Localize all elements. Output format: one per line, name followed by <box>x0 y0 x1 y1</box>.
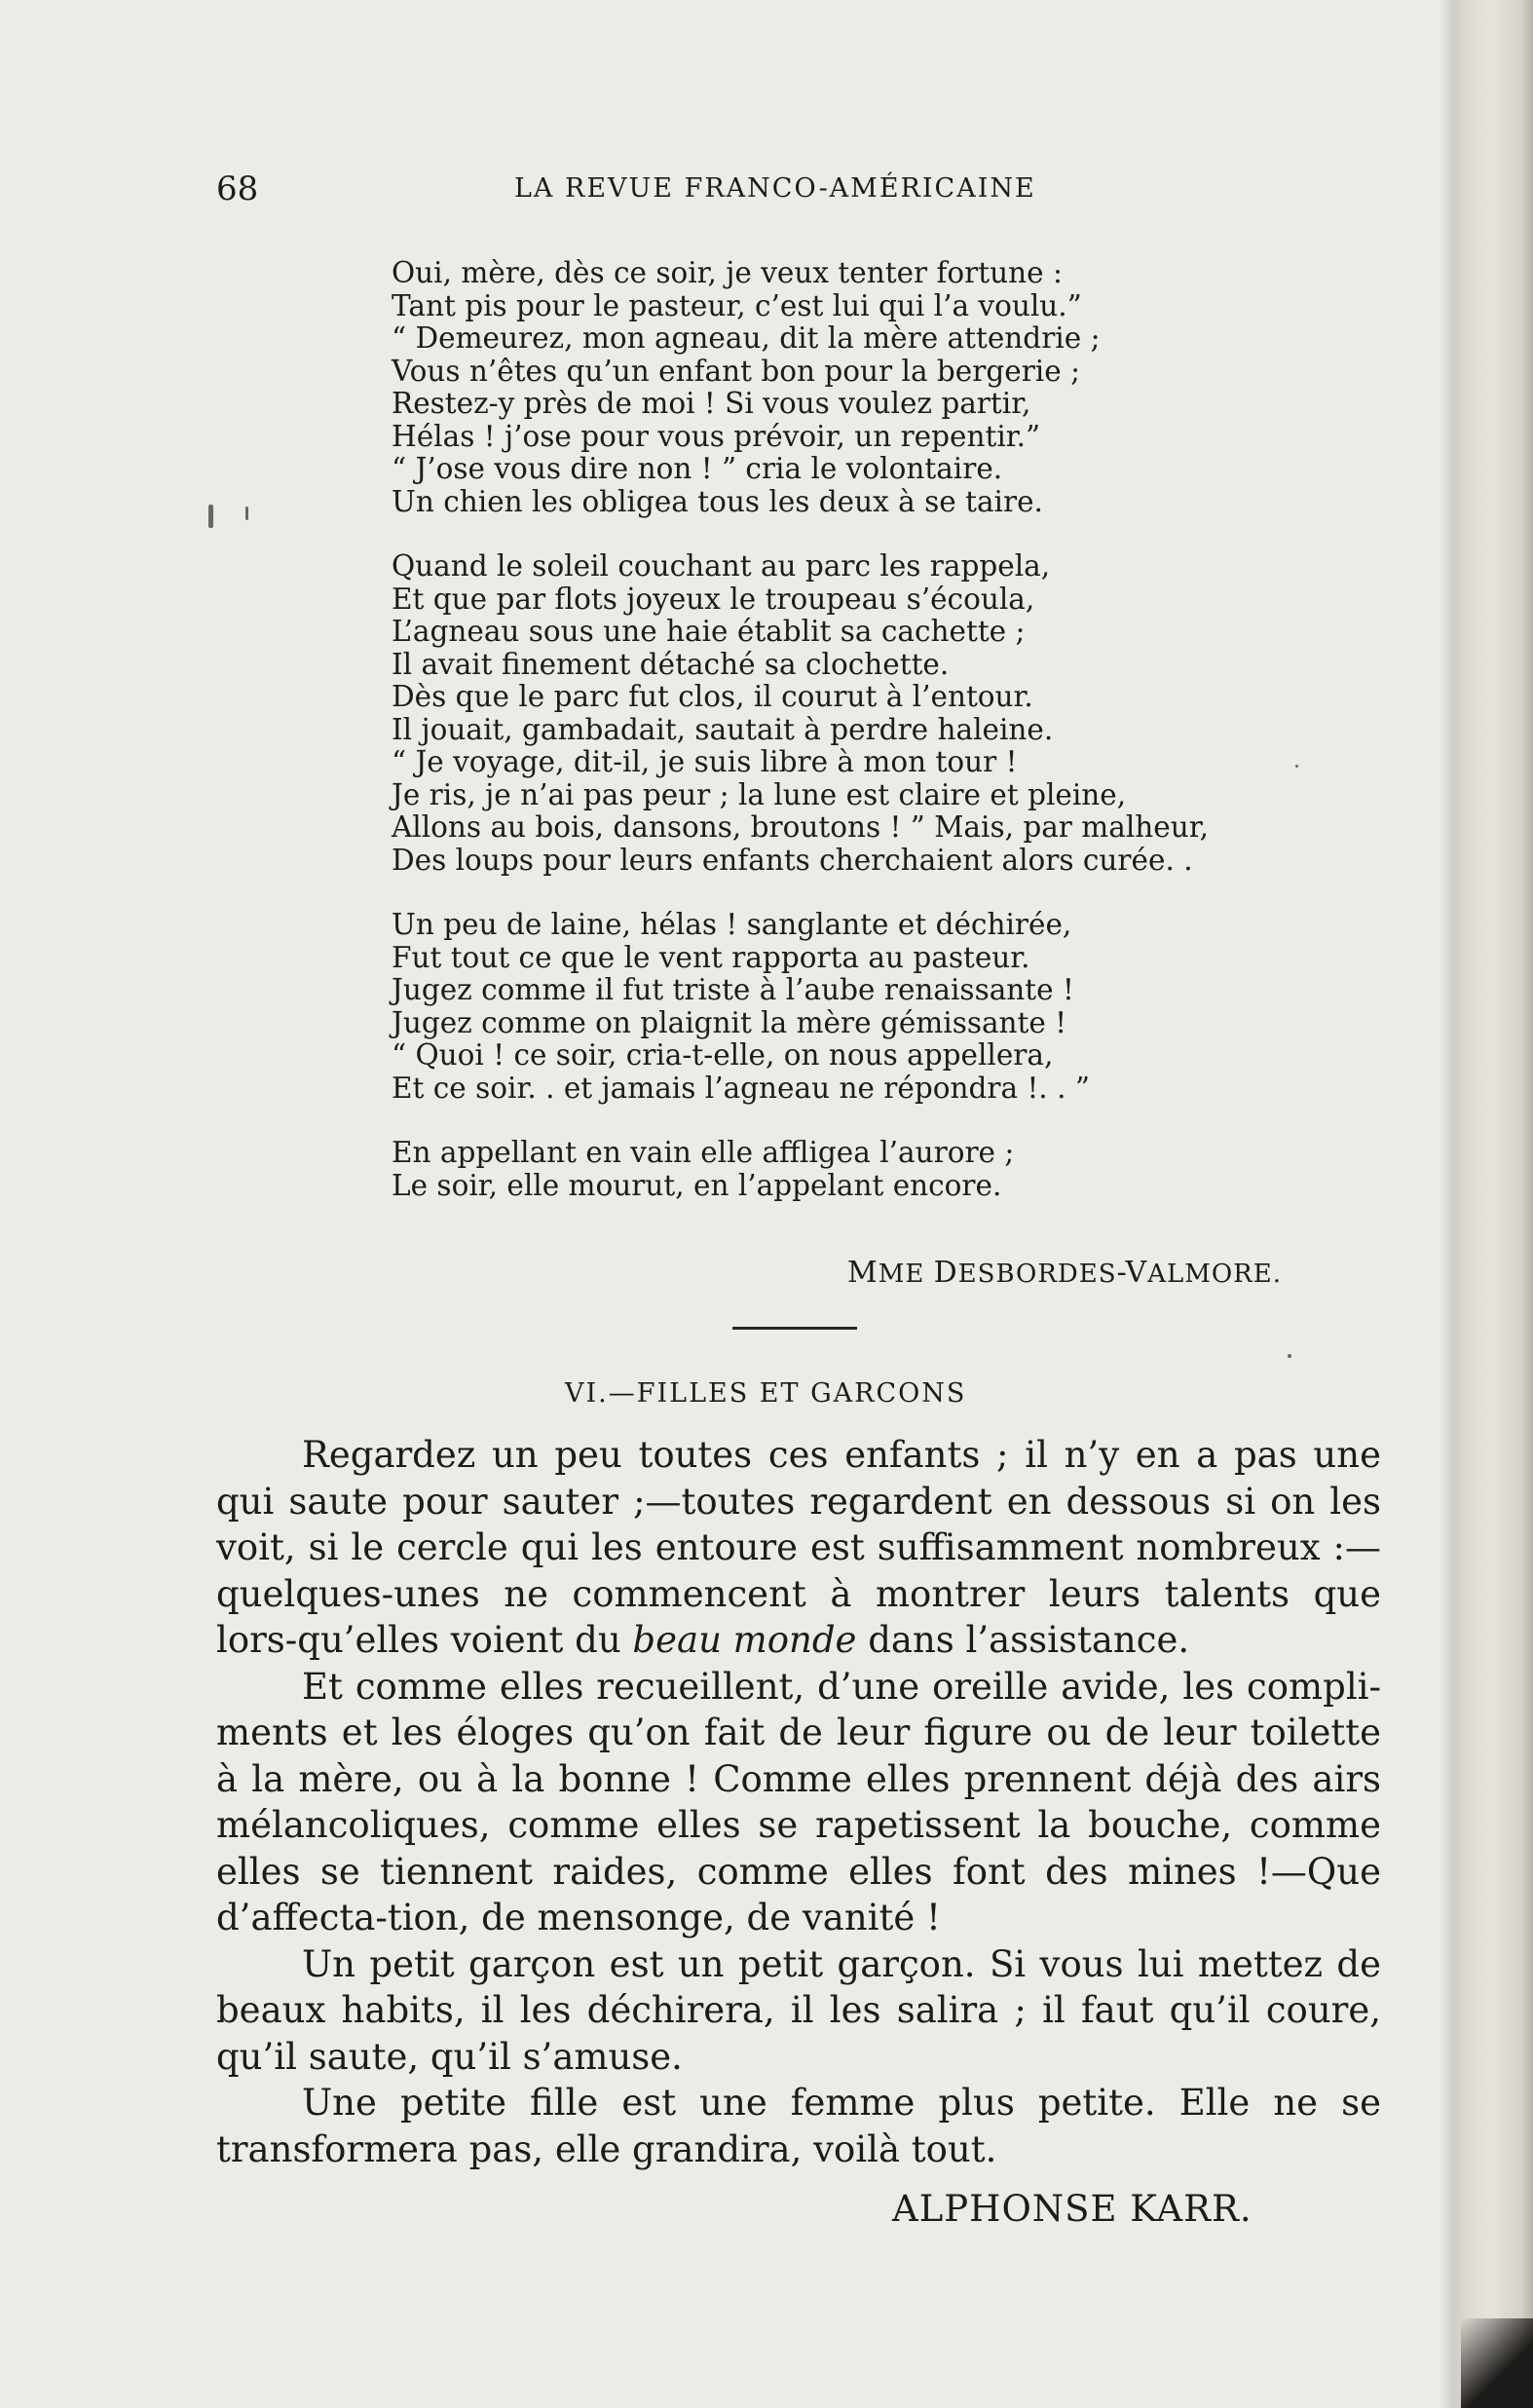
poem-line: Allons au bois, dansons, broutons ! ” Mais, par malheur, <box>392 810 1209 844</box>
margin-mark <box>245 507 248 520</box>
italic-phrase: beau monde <box>632 1619 857 1661</box>
poem-line: Et ce soir. . et jamais l’agneau ne répondra !. . ” <box>392 1071 1090 1105</box>
margin-mark <box>208 505 213 528</box>
poem-line: Fut tout ce que le vent rapporta au pasteur. <box>392 940 1030 974</box>
poem-line: Dès que le parc fut clos, il courut à l’entour. <box>392 680 1033 713</box>
poem-line: Restez-y près de moi ! Si vous voulez partir, <box>392 387 1031 420</box>
running-head: LA REVUE FRANCO-AMÉRICAINE <box>514 173 1036 204</box>
paragraph: Une petite fille est une femme plus petite. Elle ne se transformera pas, elle grandira, voilà tout. <box>216 2082 1381 2170</box>
poem-stanza <box>392 1137 1268 1202</box>
poem-line: Oui, mère, dès ce soir, je veux tenter fortune : <box>392 256 1063 289</box>
poem-line: Il avait finement détaché sa clochette. <box>392 647 950 681</box>
poem-author <box>847 1256 1282 1290</box>
section-divider <box>732 1327 857 1330</box>
page-number: 68 <box>216 169 259 208</box>
poem-line: Et que par flots joyeux le troupeau s’écoula, <box>392 582 1035 616</box>
poem-line: “ Quoi ! ce soir, cria-t-elle, on nous appellera, <box>392 1038 1054 1072</box>
poem-line: “ J’ose vous dire non ! ” cria le volontaire. <box>392 452 1003 485</box>
poem-line: Hélas ! j’ose pour vous prévoir, un repentir.” <box>392 419 1041 453</box>
poem-line: Il jouait, gambadait, sautait à perdre haleine. <box>392 712 1054 746</box>
poem-line: Le soir, elle mourut, en l’appelant encore. <box>392 1168 1002 1202</box>
poem-line: “ Demeurez, mon agneau, dit la mère attendrie ; <box>392 321 1101 355</box>
poem-line: Quand le soleil couchant au parc les rappela, <box>392 549 1051 583</box>
section-title: VI.—FILLES ET GARCONS <box>565 1378 967 1409</box>
poem-line: L’agneau sous une haie établit sa cachette ; <box>392 615 1026 648</box>
poem-line: “ Je voyage, dit-il, je suis libre à mon tour ! <box>392 745 1018 778</box>
poem-line: Vous n’êtes qu’un enfant bon pour la bergerie ; <box>392 354 1081 388</box>
book-gutter <box>1453 0 1533 2408</box>
poem-line: Jugez comme on plaignit la mère gémissante ! <box>392 1005 1067 1039</box>
paragraph: Un petit garçon est un petit garçon. Si vous lui mettez de beaux habits, il les déchirera, il les salira ; il faut qu’il coure, qu’il saute, qu’il s’amuse. <box>216 1942 1381 2078</box>
author-small-caps: ALMORE. <box>1147 1260 1283 1289</box>
author-initial: D <box>933 1256 958 1290</box>
poem-line: Un chien les obligea tous les deux à se taire. <box>392 484 1043 518</box>
poem-line: En appellant en vain elle affligea l’aurore ; <box>392 1136 1015 1169</box>
poem-line: Tant pis pour le pasteur, c’est lui qui l’a voulu.” <box>392 288 1082 322</box>
ink-speck <box>1295 765 1298 768</box>
prose-author: ALPHONSE KARR. <box>892 2188 1253 2230</box>
prose-body <box>216 1432 1381 2172</box>
author-small-caps: ESBORDES <box>957 1260 1117 1289</box>
author-initial: -V <box>1116 1256 1148 1290</box>
ink-speck <box>1288 1354 1291 1358</box>
poem-stanza <box>392 909 1268 1105</box>
poem-stanza <box>392 550 1268 877</box>
poem-line: Jugez comme il fut triste à l’aube renaissante ! <box>392 973 1074 1006</box>
paragraph: Et comme elles recueillent, d’une oreille avide, les compli-ments et les éloges qu’on fait de leur figure ou de leur toilette à la mère, ou à la bonne ! Comme elles prennent déjà des airs mélancoliques, comme elles se rapetissent la bouche, comme elles se tiennent raides, comme elles font des mines !—Que d’affecta-tion, de mensonge, de vanité ! <box>216 1665 1381 1938</box>
paragraph-text: Regardez un peu toutes ces enfants ; il n’y en a pas une qui saute pour sauter ;—toutes regardent en dessous si on les voit, si le cercle qui les entoure est suffisamment nombreux :—quelques-unes ne commencent à montrer leurs talents que lors-qu’elles voient du <box>216 1434 1381 1661</box>
author-small-caps: ME <box>878 1260 925 1289</box>
author-initial: M <box>847 1256 879 1290</box>
paragraph <box>216 1432 1381 1664</box>
poem-line: Un peu de laine, hélas ! sanglante et déchirée, <box>392 908 1072 941</box>
poem-line: Des loups pour leurs enfants cherchaient alors curée. . <box>392 843 1193 877</box>
paragraph-text: dans l’assistance. <box>856 1619 1190 1661</box>
poem-stanza <box>392 257 1268 518</box>
page-corner-shadow <box>1461 2318 1533 2408</box>
poem-line: Je ris, je n’ai pas peur ; la lune est claire et pleine, <box>392 777 1127 811</box>
poem <box>392 257 1268 1234</box>
